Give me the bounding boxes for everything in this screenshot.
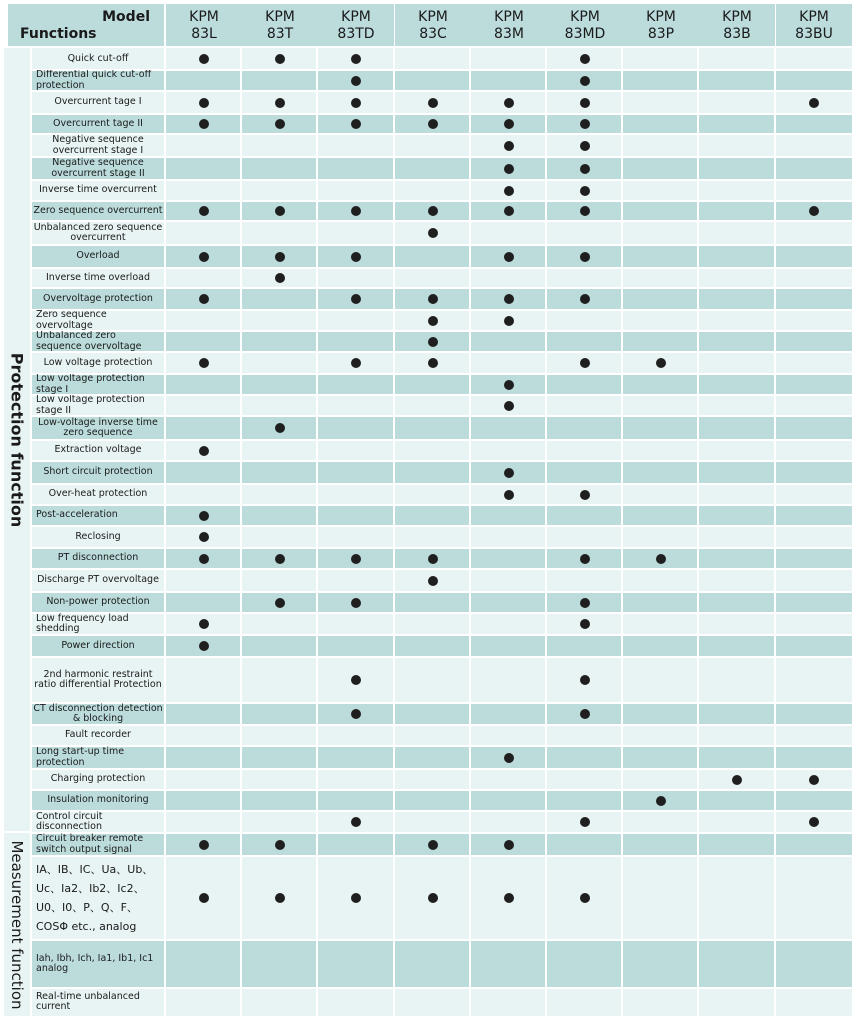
support-dot-icon	[351, 675, 361, 685]
support-dot-icon	[504, 490, 514, 500]
support-dot-icon	[428, 358, 438, 368]
support-dot-icon	[275, 893, 285, 903]
header-model-83c	[395, 4, 471, 46]
column-divider	[164, 46, 166, 1018]
function-label: 2nd harmonic restraint ratio differential Protection	[34, 668, 162, 690]
support-dot-icon	[199, 532, 209, 542]
support-dot-icon	[351, 76, 361, 86]
model-series-label: KPM	[799, 9, 829, 25]
support-dot-icon	[275, 98, 285, 108]
support-dot-icon	[580, 675, 590, 685]
support-dot-icon	[275, 554, 285, 564]
support-dot-icon	[580, 893, 590, 903]
support-dot-icon	[504, 186, 514, 196]
support-dot-icon	[580, 206, 590, 216]
column-divider	[316, 46, 318, 1018]
support-dot-icon	[351, 54, 361, 64]
support-dot-icon	[275, 598, 285, 608]
function-label: Long start-up time protection	[36, 746, 125, 768]
support-dot-icon	[428, 294, 438, 304]
header-functions-cell	[8, 4, 164, 46]
support-dot-icon	[199, 446, 209, 456]
support-dot-icon	[199, 511, 209, 521]
support-dot-icon	[732, 775, 742, 785]
support-dot-icon	[428, 840, 438, 850]
column-divider	[621, 46, 623, 1018]
function-label: Reclosing	[75, 530, 121, 542]
header-model-83l	[166, 4, 242, 46]
support-dot-icon	[275, 252, 285, 262]
function-label: Low voltage protection stage I	[36, 374, 145, 395]
support-dot-icon	[428, 119, 438, 129]
function-label: Zero sequence overcurrent	[33, 204, 163, 216]
support-dot-icon	[351, 98, 361, 108]
function-label: Differential quick cut-off protection	[36, 70, 152, 91]
function-label: Inverse time overload	[46, 271, 150, 283]
support-dot-icon	[656, 554, 666, 564]
support-dot-icon	[580, 598, 590, 608]
function-label: Iah, Ibh, Ich, Ia1, Ib1, Ic1 analog	[36, 952, 154, 974]
support-dot-icon	[351, 598, 361, 608]
support-dot-icon	[428, 228, 438, 238]
function-label: Quick cut-off	[67, 52, 129, 64]
model-code-label: 83M	[494, 26, 524, 42]
support-dot-icon	[199, 206, 209, 216]
function-label: Charging protection	[50, 773, 146, 785]
support-dot-icon	[199, 252, 209, 262]
support-dot-icon	[275, 273, 285, 283]
support-dot-icon	[580, 490, 590, 500]
function-label: Low frequency load shedding	[36, 613, 129, 634]
support-dot-icon	[428, 554, 438, 564]
support-dot-icon	[199, 119, 209, 129]
support-dot-icon	[580, 186, 590, 196]
support-dot-icon	[656, 796, 666, 806]
support-dot-icon	[504, 206, 514, 216]
header-model-83b	[699, 4, 775, 46]
support-dot-icon	[351, 893, 361, 903]
support-dot-icon	[199, 358, 209, 368]
function-label: Zero sequence overvoltage	[36, 310, 107, 331]
support-dot-icon	[351, 294, 361, 304]
function-label: Real-time unbalanced current	[36, 990, 140, 1012]
function-label: Control circuit disconnection	[36, 811, 103, 832]
model-series-label: KPM	[189, 9, 219, 25]
function-label: Overcurrent tage I	[54, 96, 142, 108]
model-code-label: 83B	[723, 26, 751, 42]
column-divider	[393, 46, 395, 1018]
support-dot-icon	[351, 206, 361, 216]
support-dot-icon	[809, 206, 819, 216]
support-dot-icon	[580, 54, 590, 64]
support-dot-icon	[428, 316, 438, 326]
function-label: Overcurrent tage II	[53, 117, 143, 129]
support-dot-icon	[504, 468, 514, 478]
function-label: Low voltage protection	[43, 356, 153, 368]
model-code-label: 83MD	[564, 26, 606, 42]
support-dot-icon	[351, 817, 361, 827]
support-dot-icon	[580, 76, 590, 86]
support-dot-icon	[504, 380, 514, 390]
support-dot-icon	[199, 98, 209, 108]
support-dot-icon	[428, 206, 438, 216]
function-label: Non-power protection	[46, 596, 150, 608]
column-divider	[545, 46, 547, 1018]
support-dot-icon	[199, 893, 209, 903]
header-model-83t	[242, 4, 318, 46]
support-dot-icon	[504, 252, 514, 262]
function-label: PT disconnection	[57, 552, 139, 564]
support-dot-icon	[351, 709, 361, 719]
support-dot-icon	[809, 775, 819, 785]
support-dot-icon	[504, 753, 514, 763]
column-divider	[469, 46, 471, 1018]
support-dot-icon	[580, 709, 590, 719]
model-series-label: KPM	[570, 9, 600, 25]
header-model-83md	[547, 4, 623, 46]
support-dot-icon	[504, 141, 514, 151]
model-code-label: 83C	[419, 26, 447, 42]
header-functions-label: Functions	[20, 26, 97, 42]
function-label: ⅠA、ⅠB、ⅠC、Ua、Ub、Uc、Ia2、Ib2、Ic2、U0、I0、P、Q、F、COSΦ etc., analog	[36, 863, 154, 933]
support-dot-icon	[580, 164, 590, 174]
function-label: Post-acceleration	[36, 509, 118, 521]
column-divider	[774, 46, 776, 1018]
support-dot-icon	[580, 554, 590, 564]
section-measurement-label: Measurement function	[8, 839, 26, 1010]
support-dot-icon	[580, 294, 590, 304]
support-dot-icon	[428, 337, 438, 347]
support-dot-icon	[580, 119, 590, 129]
model-series-label: KPM	[722, 9, 752, 25]
support-dot-icon	[199, 54, 209, 64]
support-dot-icon	[428, 98, 438, 108]
function-label: Insulation monitoring	[47, 794, 149, 806]
function-label: Negative sequence overcurrent stage II	[51, 157, 145, 179]
section-protection-label: Protection function	[7, 352, 27, 527]
function-label: Discharge PT overvoltage	[37, 574, 159, 586]
model-series-label: KPM	[341, 9, 371, 25]
model-series-label: KPM	[494, 9, 524, 25]
support-dot-icon	[199, 554, 209, 564]
function-label: Power direction	[61, 639, 135, 651]
support-dot-icon	[809, 817, 819, 827]
support-dot-icon	[580, 358, 590, 368]
support-dot-icon	[504, 401, 514, 411]
function-label: Short circuit protection	[43, 466, 153, 478]
support-dot-icon	[656, 358, 666, 368]
header-model-83bu	[776, 4, 852, 46]
support-dot-icon	[428, 576, 438, 586]
support-dot-icon	[809, 98, 819, 108]
function-label: Fault recorder	[65, 729, 131, 741]
function-label: Extraction voltage	[54, 444, 142, 456]
header-model-label: Model	[102, 9, 150, 25]
function-label: Unbalanced zero sequence overvoltage	[36, 331, 142, 352]
support-dot-icon	[504, 316, 514, 326]
support-dot-icon	[351, 119, 361, 129]
column-divider	[240, 46, 242, 1018]
function-label: Negative sequence overcurrent stage I	[52, 134, 144, 156]
function-label: Inverse time overcurrent	[39, 184, 157, 196]
model-code-label: 83P	[647, 26, 675, 42]
support-dot-icon	[351, 554, 361, 564]
header-model-83td	[318, 4, 394, 46]
support-dot-icon	[199, 641, 209, 651]
function-label: CT disconnection detection & blocking	[33, 703, 163, 724]
support-dot-icon	[580, 619, 590, 629]
support-dot-icon	[275, 423, 285, 433]
function-label: Circuit breaker remote switch output signal	[36, 833, 144, 855]
support-dot-icon	[504, 164, 514, 174]
function-label: Overvoltage protection	[43, 292, 153, 304]
function-label: Overload	[76, 250, 120, 262]
support-dot-icon	[199, 840, 209, 850]
support-dot-icon	[580, 817, 590, 827]
model-code-label: 83L	[191, 26, 217, 42]
support-dot-icon	[580, 141, 590, 151]
function-label: Low voltage protection stage II	[36, 395, 145, 416]
model-series-label: KPM	[265, 9, 295, 25]
support-dot-icon	[351, 252, 361, 262]
model-series-label: KPM	[646, 9, 676, 25]
support-dot-icon	[504, 294, 514, 304]
function-label: Unbalanced zero sequence overcurrent	[33, 221, 163, 243]
support-dot-icon	[275, 840, 285, 850]
section-measurement-function	[4, 833, 30, 1016]
header-model-83p	[623, 4, 699, 46]
model-code-label: 83BU	[795, 26, 833, 42]
section-protection-function	[4, 48, 30, 831]
column-divider	[697, 46, 699, 1018]
support-dot-icon	[504, 119, 514, 129]
support-dot-icon	[199, 294, 209, 304]
support-dot-icon	[199, 619, 209, 629]
model-code-label: 83T	[266, 26, 294, 42]
model-series-label: KPM	[418, 9, 448, 25]
support-dot-icon	[275, 119, 285, 129]
function-label: Low-voltage inverse time zero sequence	[38, 416, 158, 438]
support-dot-icon	[504, 840, 514, 850]
header-model-83m	[471, 4, 547, 46]
support-dot-icon	[504, 98, 514, 108]
support-dot-icon	[428, 893, 438, 903]
model-code-label: 83TD	[337, 26, 375, 42]
support-dot-icon	[580, 98, 590, 108]
support-dot-icon	[351, 358, 361, 368]
function-label: Over-heat protection	[48, 488, 148, 500]
support-dot-icon	[275, 206, 285, 216]
support-dot-icon	[504, 893, 514, 903]
support-dot-icon	[275, 54, 285, 64]
support-dot-icon	[580, 252, 590, 262]
